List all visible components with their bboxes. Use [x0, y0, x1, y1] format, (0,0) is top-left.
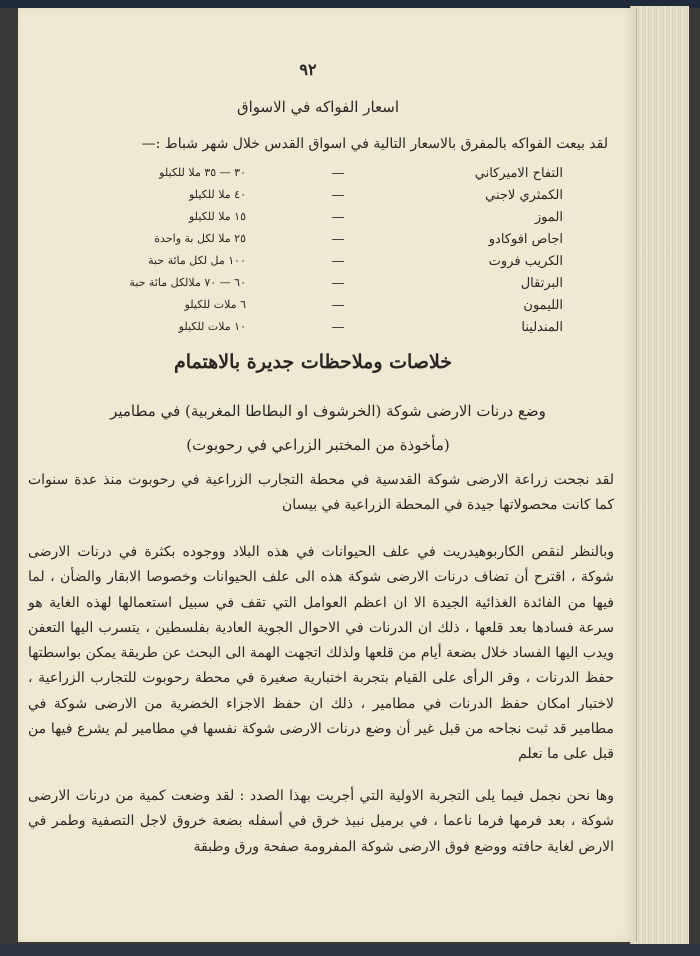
row-dash: — — [331, 320, 345, 335]
fruit-price: ١٥ ملا للكيلو — [189, 210, 246, 223]
fruit-price: ١٠ ملات للكيلو — [178, 320, 246, 333]
page-edges — [630, 6, 689, 946]
fruit-price: ٦٠ — ٧٠ ملالكل مائة حبة — [129, 276, 246, 289]
paragraph: وبالنظر لنقص الكاربوهيدريت في علف الحيوانات في هذه البلاد ووجوده بكثرة في درنات الارضى شوكة ، اقترح أن تضاف درنات الارضى شوكة هذه الى علف الحيوانات وخصوصا الابقار والضأن ، لما فيها من الفائدة الغذائية الجيدة الا ان اعظم العوامل التي تقف في سبيل استعمالها لهذه الغاية هو سرعة فسادها بعد قلعها ، ذلك ان الدرنات في الاحوال الجوية العادية بفلسطين ، يتسرب اليها التعفن ويدب اليها الفساد خلال بضعة أيام من قلعها ولذلك اتجهت الهمة الى البحث عن طريقة يمكن بواسطتها حفظ الدرنات ، وقر الرأى على القيام بتجربة اختبارية صغيرة في محطة رحوبوت للتجارب الزراعية ، لاختبار امكان حفظ الدرنات في مطامير ، ذلك ان حفظ الاجزاء الخضرية من الارضى شوكة في مطامير قد ثبت نجاحه من قبل غير أن وضع درنات الارضى شوكة نفسها في مطامير لم يشرع فيها من قبل على ما نعلم — [28, 544, 614, 763]
fruit-name: البرتقال — [520, 276, 563, 291]
paragraph: وها نحن نجمل فيما يلى التجربة الاولية التي أجريت بهذا الصدد : لقد وضعت كمية من درنات الارضى شوكة ، بعد فرمها فرما ناعما ، في برميل نبيذ خرق في أسفله بضعة خروق لاجل التصفية وطمر في الارض لغاية حافته ووضع فوق الارضى شوكة المفرومة صفحة ورق وطبقة — [28, 788, 614, 855]
fruit-name: الليمون — [523, 298, 563, 313]
row-dash: — — [331, 188, 345, 203]
row-dash: — — [331, 276, 345, 291]
book-page — [18, 8, 637, 942]
price-row — [18, 298, 636, 318]
row-dash: — — [331, 166, 345, 181]
price-row — [18, 276, 636, 296]
intro-line: لقد بيعت الفواكه بالمفرق بالاسعار التالية في اسواق القدس خلال شهر شباط :— — [141, 136, 608, 152]
section-title: اسعار الفواكه في الاسواق — [236, 98, 400, 116]
fruit-price: ٦ ملات للكيلو — [184, 298, 246, 311]
fruit-name: الكمثري لاجني — [485, 188, 563, 203]
fruit-name: التفاح الاميركاني — [474, 166, 563, 181]
fruit-name: الكريب فروت — [488, 254, 563, 269]
book-binding-top — [0, 0, 700, 8]
price-row — [18, 210, 636, 230]
row-dash: — — [331, 298, 345, 313]
price-row — [18, 320, 636, 340]
row-dash: — — [331, 210, 345, 225]
page-number: ٩٢ — [299, 60, 317, 79]
price-row — [18, 254, 636, 274]
fruit-price: ٣٠ — ٣٥ ملا للكيلو — [159, 166, 246, 179]
fruit-price: ٤٠ ملا للكيلو — [189, 188, 246, 201]
article-subtitle: وضع درنات الارضى شوكة (الخرشوف او البطاطا المغربية) في مطامير — [110, 402, 546, 420]
fruit-name: المندلينا — [521, 320, 563, 335]
fruit-name: اجاص افوكادو — [488, 232, 563, 247]
row-dash: — — [331, 254, 345, 269]
price-row — [18, 232, 636, 252]
row-dash: — — [331, 232, 345, 247]
book-binding-bottom — [0, 944, 700, 956]
price-row — [18, 166, 636, 186]
paragraph: لقد نجحت زراعة الارضى شوكة القدسية في محطة التجارب الزراعية في رحوبوت منذ عدة سنوات كما كانت محصولاتها جيدة في المحطة الزراعية في بيسان — [28, 472, 614, 514]
price-row — [18, 188, 636, 208]
fruit-price: ١٠٠ مل لكل مائة حبة — [148, 254, 246, 267]
fruit-name: الموز — [534, 210, 563, 225]
article-title: خلاصات وملاحظات جديرة بالاهتمام — [173, 351, 453, 373]
article-source: (مأخوذة من المختبر الزراعي في رحوبوت) — [186, 436, 450, 454]
fruit-price: ٢٥ ملا لكل بة واحدة — [154, 232, 246, 245]
